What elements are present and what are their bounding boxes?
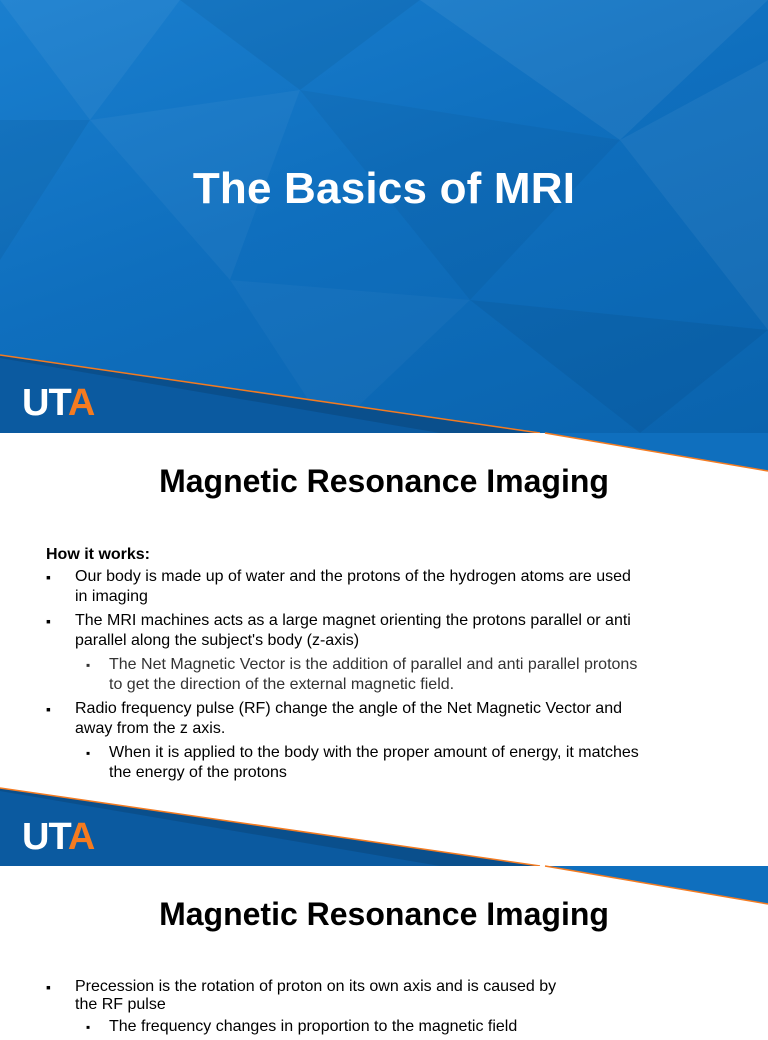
star-icon: A <box>67 382 95 424</box>
title-slide <box>0 0 768 433</box>
uta-logo: UTA <box>22 816 95 858</box>
slide-title: Magnetic Resonance Imaging <box>159 463 609 499</box>
star-icon: A <box>67 816 95 858</box>
footer-band <box>0 0 768 433</box>
slide-title: The Basics of MRI <box>192 164 576 213</box>
slide-body <box>46 545 646 787</box>
slide-title: Magnetic Resonance Imaging <box>159 896 609 932</box>
bullet-item: ▪ Precession is the rotation of proton on its own axis and is caused by the RF pulse <box>46 978 566 1014</box>
slide-body <box>46 978 566 1040</box>
bullet-item: ▪ Radio frequency pulse (RF) change the angle of the Net Magnetic Vector and away from the z axis. <box>46 699 646 739</box>
content-slide-1 <box>0 433 768 866</box>
content-slide-2 <box>0 866 768 1035</box>
bullet-item: ▪ Our body is made up of water and the protons of the hydrogen atoms are used in imaging <box>46 567 646 607</box>
section-heading: How it works: <box>46 546 151 563</box>
uta-logo: UTA <box>22 382 95 424</box>
footer-band <box>0 786 768 866</box>
sub-bullet-item: ▪ When it is applied to the body with the proper amount of energy, it matches the energy of the protons <box>46 743 646 783</box>
sub-bullet-item: ▪ The Net Magnetic Vector is the addition of parallel and anti parallel protons to get the direction of the external magnetic field. <box>46 655 646 695</box>
bullet-item: ▪ The MRI machines acts as a large magnet orienting the protons parallel or anti parallel along the subject's body (z-axis) <box>46 611 646 651</box>
sub-bullet-item: ▪ The frequency changes in proportion to the magnetic field <box>46 1018 566 1036</box>
